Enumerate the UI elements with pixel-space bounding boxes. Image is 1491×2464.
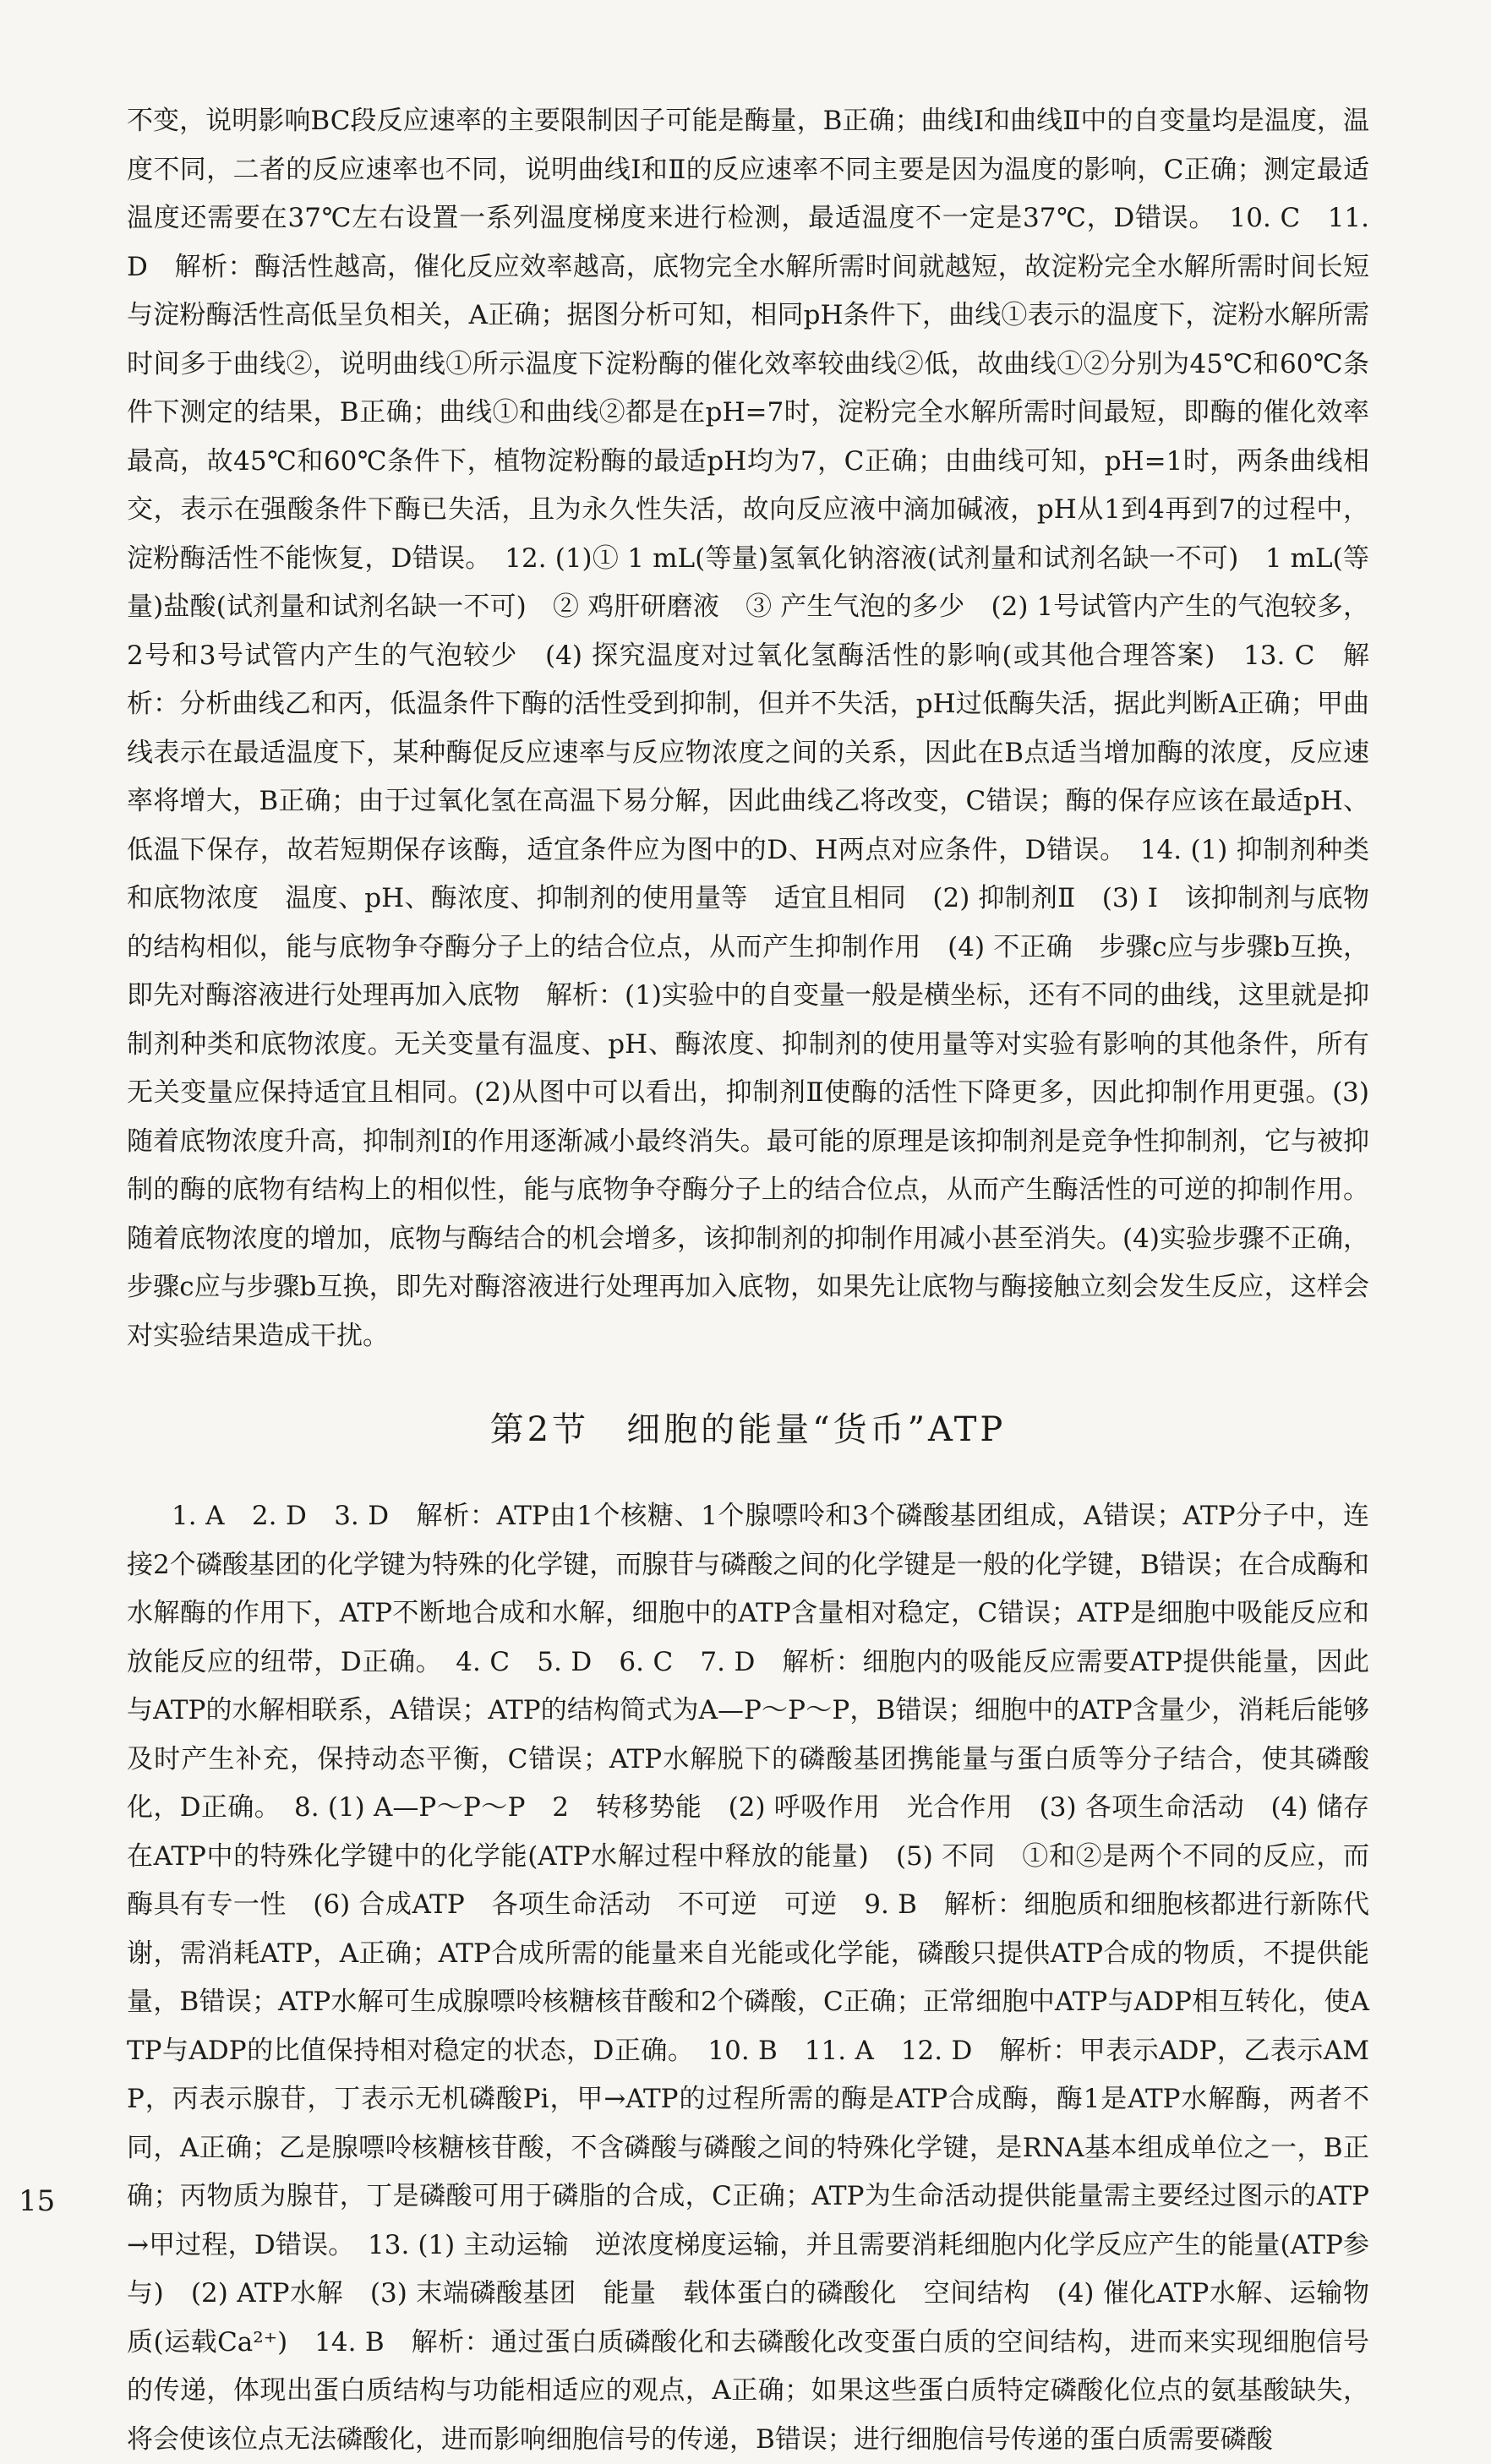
page-content [127,97,1369,2464]
answer-paragraph-section-2: 1. A 2. D 3. D 解析：ATP由1个核糖、1个腺嘌呤和3个磷酸基团组成，A错误；ATP分子中，连接2个磷酸基团的化学键为特殊的化学键，而腺苷与磷酸之间的化学键是一般的化学键，B错误；在合成酶和水解酶的作用下，ATP不断地合成和水解，细胞中的ATP含量相对稳定，C错误；ATP是细胞中吸能反应和放能反应的纽带，D正确。 4. C 5. D 6. C 7. D 解析：细胞内的吸能反应需要ATP提供能量，因此与ATP的水解相联系，A错误；ATP的结构简式为A—P～P～P，B错误；细胞中的ATP含量少，消耗后能够及时产生补充，保持动态平衡，C错误；ATP水解脱下的磷酸基团携能量与蛋白质等分子结合，使其磷酸化，D正确。 8. (1) A—P～P～P 2 转移势能 (2) 呼吸作用 光合作用 (3) 各项生命活动 (4) 储存在ATP中的特殊化学键中的化学能(ATP水解过程中释放的能量) (5) 不同 ①和②是两个不同的反应，而酶具有专一性 (6) 合成ATP 各项生命活动 不可逆 可逆 9. B 解析：细胞质和细胞核都进行新陈代谢，需消耗ATP，A正确；ATP合成所需的能量来自光能或化学能，磷酸只提供ATP合成的物质，不提供能量，B错误；ATP水解可生成腺嘌呤核糖核苷酸和2个磷酸，C正确；正常细胞中ATP与ADP相互转化，使ATP与ADP的比值保持相对稳定的状态，D正确。 10. B 11. A 12. D 解析：甲表示ADP，乙表示AMP，丙表示腺苷，丁表示无机磷酸Pi，甲→ATP的过程所需的酶是ATP合成酶，酶1是ATP水解酶，两者不同，A正确；乙是腺嘌呤核糖核苷酸，不含磷酸与磷酸之间的特殊化学键，是RNA基本组成单位之一，B正确；丙物质为腺苷，丁是磷酸可用于磷脂的合成，C正确；ATP为生命活动提供能量需主要经过图示的ATP→甲过程，D错误。 13. (1) 主动运输 逆浓度梯度运输，并且需要消耗细胞内化学反应产生的能量(ATP参与) (2) ATP水解 (3) 末端磷酸基团 能量 载体蛋白的磷酸化 空间结构 (4) 催化ATP水解、运输物质(运载Ca²⁺) 14. B 解析：通过蛋白质磷酸化和去磷酸化改变蛋白质的空间结构，进而来实现细胞信号的传递，体现出蛋白质结构与功能相适应的观点，A正确；如果这些蛋白质特定磷酸化位点的氨基酸缺失，将会使该位点无法磷酸化，进而影响细胞信号的传递，B错误；进行细胞信号传递的蛋白质需要磷酸 [127,1501,1369,2455]
answer-paragraph-continuation: 不变，说明影响BC段反应速率的主要限制因子可能是酶量，B正确；曲线Ⅰ和曲线Ⅱ中的自变量均是温度，温度不同，二者的反应速率也不同，说明曲线Ⅰ和Ⅱ的反应速率不同主要是因为温度的影响，C正确；测定最适温度还需要在37℃左右设置一系列温度梯度来进行检测，最适温度不一定是37℃，D错误。 10. C 11. D 解析：酶活性越高，催化反应效率越高，底物完全水解所需时间就越短，故淀粉完全水解所需时间长短与淀粉酶活性高低呈负相关，A正确；据图分析可知，相同pH条件下，曲线①表示的温度下，淀粉水解所需时间多于曲线②，说明曲线①所示温度下淀粉酶的催化效率较曲线②低，故曲线①②分别为45℃和60℃条件下测定的结果，B正确；曲线①和曲线②都是在pH=7时，淀粉完全水解所需时间最短，即酶的催化效率最高，故45℃和60℃条件下，植物淀粉酶的最适pH均为7，C正确；由曲线可知，pH=1时，两条曲线相交，表示在强酸条件下酶已失活，且为永久性失活，故向反应液中滴加碱液，pH从1到4再到7的过程中，淀粉酶活性不能恢复，D错误。 12. (1)① 1 mL(等量)氢氧化钠溶液(试剂量和试剂名缺一不可) 1 mL(等量)盐酸(试剂量和试剂名缺一不可) ② 鸡肝研磨液 ③ 产生气泡的多少 (2) 1号试管内产生的气泡较多，2号和3号试管内产生的气泡较少 (4) 探究温度对过氧化氢酶活性的影响(或其他合理答案) 13. C 解析：分析曲线乙和丙，低温条件下酶的活性受到抑制，但并不失活，pH过低酶失活，据此判断A正确；甲曲线表示在最适温度下，某种酶促反应速率与反应物浓度之间的关系，因此在B点适当增加酶的浓度，反应速率将增大，B正确；由于过氧化氢在高温下易分解，因此曲线乙将改变，C错误；酶的保存应该在最适pH、低温下保存，故若短期保存该酶，适宜条件应为图中的D、H两点对应条件，D错误。 14. (1) 抑制剂种类和底物浓度 温度、pH、酶浓度、抑制剂的使用量等 适宜且相同 (2) 抑制剂Ⅱ (3) Ⅰ 该抑制剂与底物的结构相似，能与底物争夺酶分子上的结合位点，从而产生抑制作用 (4) 不正确 步骤c应与步骤b互换，即先对酶溶液进行处理再加入底物 解析：(1)实验中的自变量一般是横坐标，还有不同的曲线，这里就是抑制剂种类和底物浓度。无关变量有温度、pH、酶浓度、抑制剂的使用量等对实验有影响的其他条件，所有无关变量应保持适宜且相同。(2)从图中可以看出，抑制剂Ⅱ使酶的活性下降更多，因此抑制作用更强。(3)随着底物浓度升高，抑制剂Ⅰ的作用逐渐减小最终消失。最可能的原理是该抑制剂是竞争性抑制剂，它与被抑制的酶的底物有结构上的相似性，能与底物争夺酶分子上的结合位点，从而产生酶活性的可逆的抑制作用。随着底物浓度的增加，底物与酶结合的机会增多，该抑制剂的抑制作用减小甚至消失。(4)实验步骤不正确，步骤c应与步骤b互换，即先对酶溶液进行处理再加入底物，如果先让底物与酶接触立刻会发生反应，这样会对实验结果造成干扰。 [127,106,1369,1351]
page-number: 15 [19,2184,56,2218]
section-title: 第2节 细胞的能量“货币”ATP [489,1410,1007,1449]
